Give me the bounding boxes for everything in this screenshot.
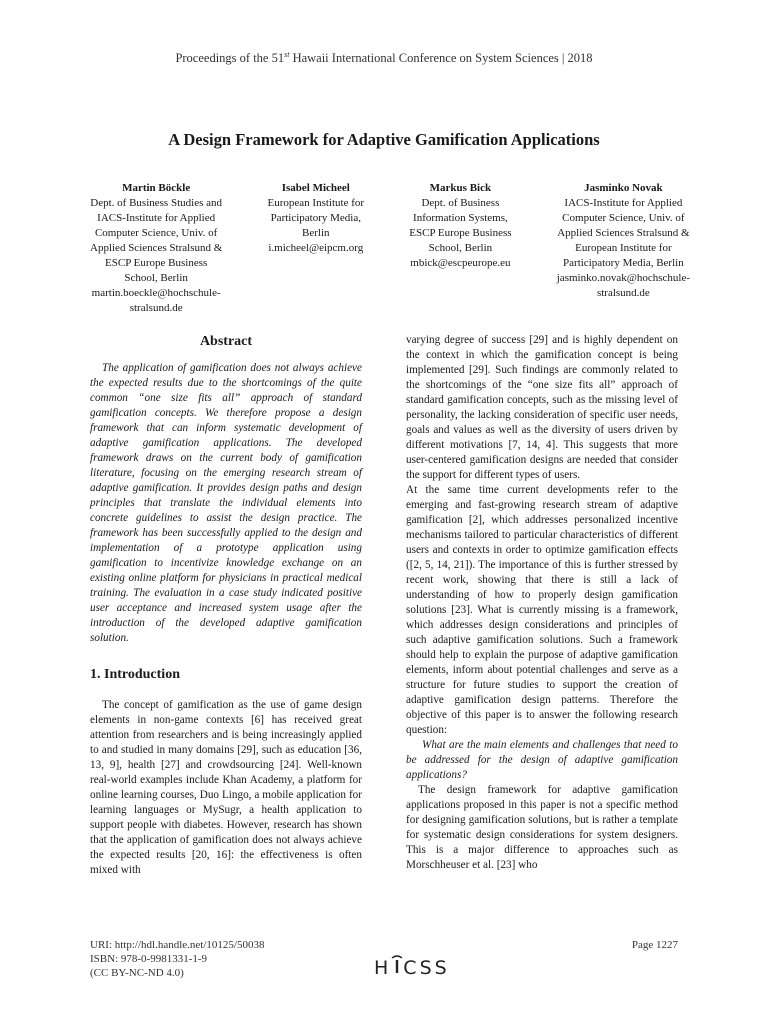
paper-title: A Design Framework for Adaptive Gamification Applications bbox=[168, 130, 600, 149]
footer-isbn: ISBN: 978-0-9981331-1-9 bbox=[90, 953, 208, 965]
left-column bbox=[90, 333, 362, 878]
research-question: What are the main elements and challenges that need to be addressed for the design of adaptive gamification applications? bbox=[406, 739, 678, 781]
author-line: ESCP Europe Business bbox=[105, 257, 208, 269]
author-email[interactable]: i.micheel@eipcm.org bbox=[268, 242, 364, 254]
footer-uri[interactable]: URI: http://hdl.handle.net/10125/50038 bbox=[90, 939, 265, 951]
author-line: Information Systems, bbox=[413, 212, 508, 224]
author-line: Computer Science, Univ. of bbox=[562, 212, 685, 224]
author-email[interactable]: stralsund.de bbox=[596, 287, 650, 299]
author-line: Dept. of Business bbox=[421, 197, 500, 209]
page-footer bbox=[90, 938, 678, 980]
author-name: Jasminko Novak bbox=[584, 182, 663, 194]
logo-letters: CSS bbox=[403, 957, 450, 979]
proceedings-sup: st bbox=[284, 50, 290, 59]
author-line: Participatory Media, bbox=[270, 212, 361, 224]
proceedings-header bbox=[0, 50, 768, 66]
author-4 bbox=[557, 181, 690, 316]
author-block bbox=[90, 181, 690, 316]
abstract-heading: Abstract bbox=[199, 334, 253, 349]
logo-letter: H bbox=[374, 957, 392, 979]
author-email[interactable]: martin.boeckle@hochschule- bbox=[91, 287, 221, 299]
author-line: Applied Sciences Stralsund & bbox=[90, 242, 223, 254]
author-line: European Institute for bbox=[267, 197, 365, 209]
body-paragraph: At the same time current developments refer to the emerging and fast-growing research stream of adaptive gamification [2], which addresses personalized incentive mechanisms tailored to particular characteristics of different users and contexts in order to optimize gamification effects ([2, 5, 14, 21]). The importance of this is further stressed by recent work, showing that there is still a lack of understanding of how to properly design gamification solutions [23]. What is currently missing is a framework, which addresses design considerations and principles of such adaptive gamification solutions. Such a framework should help to explain the purpose of adaptive gamification elements, inform about potential challenges and serve as a structure for future studies to support the creation of adaptive gamification design patterns. Therefore the objective of this paper is to answer the following research question: bbox=[406, 484, 678, 736]
proceedings-pre: Proceedings of the 51 bbox=[175, 51, 285, 66]
author-1 bbox=[90, 181, 222, 316]
body-paragraph: The design framework for adaptive gamification applications proposed in this paper is not a specific method for designing gamification solutions, but is rather a template for systematic design considerations for system designers. This is a major difference to approaches such as Morschheuser et al. [23] who bbox=[406, 784, 678, 871]
author-line: Participatory Media, Berlin bbox=[563, 257, 684, 269]
author-name: Markus Bick bbox=[429, 182, 492, 194]
author-line: Applied Sciences Stralsund & bbox=[557, 227, 690, 239]
hicss-logo bbox=[374, 954, 450, 979]
author-email[interactable]: mbick@escpeurope.eu bbox=[410, 257, 511, 269]
author-line: ESCP Europe Business bbox=[409, 227, 512, 239]
proceedings-post: Hawaii International Conference on System Sciences | 2018 bbox=[289, 51, 593, 66]
author-email[interactable]: stralsund.de bbox=[129, 302, 183, 314]
abstract-text: The application of gamification does not always achieve the expected results due to the shortcomings of the quite common “one size fits all” approach of standard gamification concepts. We therefore propose a design framework that can inform systematic development of adaptive gamification applications. The developed framework draws on the current body of gamification literature, focusing on the emerging research stream of adaptive gamification. It provides design paths and design principles that translate the individual elements into concrete guidelines to assist the design practice. The framework has been successfully applied to the design and implementation of a prototype application using gamification to incentivize knowledge exchange on an existing online platform for physicians in practical medical training. The evaluation in a case study indicated positive user acceptance and increased system usage after the introduction of the developed adaptive gamification solution. bbox=[90, 362, 362, 644]
footer-license: (CC BY-NC-ND 4.0) bbox=[90, 967, 184, 979]
author-line: School, Berlin bbox=[124, 272, 188, 284]
author-line: Berlin bbox=[302, 227, 330, 239]
author-name: Isabel Micheel bbox=[281, 182, 350, 194]
author-3 bbox=[409, 181, 511, 316]
lamp-icon bbox=[391, 954, 403, 975]
introduction-paragraph: The concept of gamification as the use of game design elements in non-game contexts [6] has received great attention from researchers and is being increasingly applied to and studied in many domains [29], such as education [36, 13, 9], health [27] and crowdsourcing [24]. Well-known real-world examples include Khan Academy, a platform for online learning courses, Duo Lingo, a mobile application for learning languages or MySugr, a health application to support people with diabetes. However, research has shown that the application of gamification does not always achieve the expected results [20, 16]: the effectiveness is often mixed with bbox=[90, 699, 362, 876]
page-number: Page 1227 bbox=[631, 939, 678, 951]
right-column bbox=[406, 333, 678, 873]
author-email[interactable]: jasminko.novak@hochschule- bbox=[556, 272, 690, 284]
introduction-heading: 1. Introduction bbox=[90, 667, 180, 682]
author-line: Computer Science, Univ. of bbox=[94, 227, 218, 239]
author-line: Dept. of Business Studies and bbox=[90, 197, 222, 209]
author-line: IACS-Institute for Applied bbox=[564, 197, 683, 209]
author-line: IACS-Institute for Applied bbox=[97, 212, 216, 224]
author-name: Martin Böckle bbox=[122, 182, 191, 194]
author-line: School, Berlin bbox=[428, 242, 493, 254]
author-2 bbox=[268, 181, 365, 316]
author-line: European Institute for bbox=[575, 242, 672, 254]
body-paragraph: varying degree of success [29] and is highly dependent on the context in which the gamification concept is being implemented [29]. Such findings are commonly related to the shortcomings of the “one size fits all” approach of standard gamification concepts, such as the missing level of personality, the lacking consideration of specific user needs, goals and values as well as the diversity of users driven by different motivations [7, 14, 4]. This suggests that more user-centered gamification designs are needed that consider the support for different types of users. bbox=[406, 334, 678, 481]
